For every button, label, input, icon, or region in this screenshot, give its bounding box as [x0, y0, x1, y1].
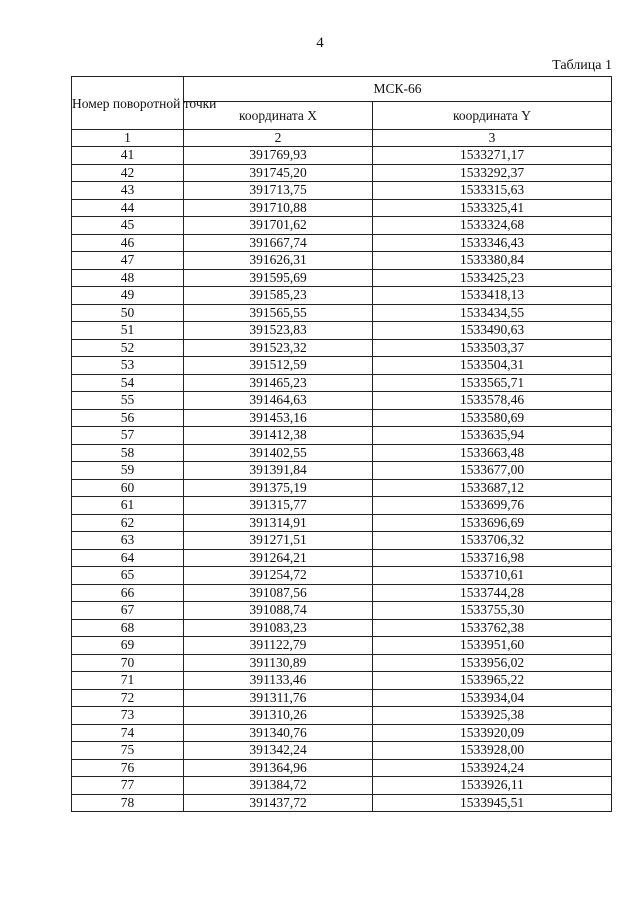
table-row — [72, 602, 612, 620]
table-row — [72, 777, 612, 795]
point-number-cell: 45 — [72, 217, 184, 235]
coord-x-cell: 391769,93 — [184, 147, 373, 165]
table-row — [72, 462, 612, 480]
table-row — [72, 427, 612, 445]
point-number-cell: 63 — [72, 532, 184, 550]
coord-y-cell: 1533755,30 — [373, 602, 612, 620]
coord-y-cell: 1533677,00 — [373, 462, 612, 480]
table-row — [72, 654, 612, 672]
point-number-cell: 41 — [72, 147, 184, 165]
coord-x-cell: 391626,31 — [184, 252, 373, 270]
coord-x-cell: 391254,72 — [184, 567, 373, 585]
coord-y-cell: 1533928,00 — [373, 742, 612, 760]
coord-x-cell: 391437,72 — [184, 794, 373, 812]
coord-y-header: координата Y — [373, 102, 612, 130]
coordinate-system-header: МСК-66 — [184, 77, 612, 102]
point-number-cell: 65 — [72, 567, 184, 585]
point-number-cell: 44 — [72, 199, 184, 217]
point-number-cell: 74 — [72, 724, 184, 742]
table-row — [72, 304, 612, 322]
coord-y-cell: 1533965,22 — [373, 672, 612, 690]
coord-x-cell: 391133,46 — [184, 672, 373, 690]
table-row — [72, 392, 612, 410]
table-row — [72, 409, 612, 427]
table-row — [72, 672, 612, 690]
point-number-cell: 62 — [72, 514, 184, 532]
coord-x-cell: 391453,16 — [184, 409, 373, 427]
table-row — [72, 199, 612, 217]
point-number-cell: 49 — [72, 287, 184, 305]
point-number-cell: 47 — [72, 252, 184, 270]
coord-y-cell: 1533578,46 — [373, 392, 612, 410]
table-row — [72, 374, 612, 392]
coord-y-cell: 1533924,24 — [373, 759, 612, 777]
point-number-cell: 51 — [72, 322, 184, 340]
coord-y-cell: 1533271,17 — [373, 147, 612, 165]
point-number-cell: 54 — [72, 374, 184, 392]
coord-y-cell: 1533696,69 — [373, 514, 612, 532]
table-body — [72, 147, 612, 812]
coord-y-cell: 1533706,32 — [373, 532, 612, 550]
point-number-cell: 60 — [72, 479, 184, 497]
point-number-cell: 76 — [72, 759, 184, 777]
column-number: 2 — [184, 130, 373, 147]
table-row — [72, 707, 612, 725]
point-number-cell: 42 — [72, 164, 184, 182]
point-number-cell: 78 — [72, 794, 184, 812]
coord-x-cell: 391667,74 — [184, 234, 373, 252]
column-numbers-row — [72, 130, 612, 147]
point-number-cell: 50 — [72, 304, 184, 322]
point-number-cell: 77 — [72, 777, 184, 795]
coord-x-cell: 391087,56 — [184, 584, 373, 602]
coord-y-cell: 1533945,51 — [373, 794, 612, 812]
point-number-cell: 56 — [72, 409, 184, 427]
point-number-cell: 68 — [72, 619, 184, 637]
table-row — [72, 724, 612, 742]
coord-y-cell: 1533635,94 — [373, 427, 612, 445]
table-row — [72, 234, 612, 252]
coord-y-cell: 1533716,98 — [373, 549, 612, 567]
coord-x-cell: 391342,24 — [184, 742, 373, 760]
point-number-cell: 73 — [72, 707, 184, 725]
table-row — [72, 269, 612, 287]
coord-y-cell: 1533956,02 — [373, 654, 612, 672]
coord-y-cell: 1533925,38 — [373, 707, 612, 725]
coord-x-cell: 391585,23 — [184, 287, 373, 305]
table-row — [72, 287, 612, 305]
coord-x-cell: 391412,38 — [184, 427, 373, 445]
table-row — [72, 252, 612, 270]
coord-x-cell: 391710,88 — [184, 199, 373, 217]
coord-y-cell: 1533418,13 — [373, 287, 612, 305]
coord-x-cell: 391523,83 — [184, 322, 373, 340]
table-row — [72, 182, 612, 200]
coord-y-cell: 1533325,41 — [373, 199, 612, 217]
coord-x-cell: 391310,26 — [184, 707, 373, 725]
point-number-cell: 66 — [72, 584, 184, 602]
point-number-cell: 67 — [72, 602, 184, 620]
point-number-cell: 58 — [72, 444, 184, 462]
table-row — [72, 444, 612, 462]
coord-x-cell: 391384,72 — [184, 777, 373, 795]
coord-y-cell: 1533380,84 — [373, 252, 612, 270]
table-header — [72, 77, 612, 147]
point-number-cell: 55 — [72, 392, 184, 410]
coord-x-cell: 391745,20 — [184, 164, 373, 182]
table-row — [72, 357, 612, 375]
coord-x-cell: 391402,55 — [184, 444, 373, 462]
coord-x-cell: 391701,62 — [184, 217, 373, 235]
table-row — [72, 759, 612, 777]
point-number-cell: 71 — [72, 672, 184, 690]
coord-x-cell: 391264,21 — [184, 549, 373, 567]
column-number: 1 — [72, 130, 184, 147]
table-row — [72, 567, 612, 585]
coord-y-cell: 1533687,12 — [373, 479, 612, 497]
point-number-header: Номер поворотной точки — [72, 77, 184, 130]
table-row — [72, 479, 612, 497]
coord-x-cell: 391391,84 — [184, 462, 373, 480]
coord-x-cell: 391375,19 — [184, 479, 373, 497]
coord-y-cell: 1533504,31 — [373, 357, 612, 375]
page-number: 4 — [316, 35, 324, 51]
coord-x-cell: 391122,79 — [184, 637, 373, 655]
coord-x-cell: 391271,51 — [184, 532, 373, 550]
coord-y-cell: 1533920,09 — [373, 724, 612, 742]
coord-x-cell: 391364,96 — [184, 759, 373, 777]
coord-y-cell: 1533744,28 — [373, 584, 612, 602]
coord-y-cell: 1533490,63 — [373, 322, 612, 340]
coord-x-cell: 391713,75 — [184, 182, 373, 200]
point-number-cell: 69 — [72, 637, 184, 655]
table-row — [72, 637, 612, 655]
coord-x-cell: 391088,74 — [184, 602, 373, 620]
table-row — [72, 584, 612, 602]
coord-y-cell: 1533434,55 — [373, 304, 612, 322]
coordinates-table — [71, 76, 612, 812]
table-row — [72, 532, 612, 550]
coord-y-cell: 1533926,11 — [373, 777, 612, 795]
coord-y-cell: 1533951,60 — [373, 637, 612, 655]
point-number-cell: 43 — [72, 182, 184, 200]
coord-y-cell: 1533710,61 — [373, 567, 612, 585]
coord-x-header: координата X — [184, 102, 373, 130]
table-row — [72, 549, 612, 567]
coord-y-cell: 1533663,48 — [373, 444, 612, 462]
table-row — [72, 514, 612, 532]
coord-y-cell: 1533503,37 — [373, 339, 612, 357]
table-row — [72, 497, 612, 515]
table-row — [72, 689, 612, 707]
table-row — [72, 147, 612, 165]
coord-y-cell: 1533762,38 — [373, 619, 612, 637]
coord-x-cell: 391465,23 — [184, 374, 373, 392]
coord-x-cell: 391311,76 — [184, 689, 373, 707]
point-number-cell: 75 — [72, 742, 184, 760]
coord-x-cell: 391512,59 — [184, 357, 373, 375]
point-number-cell: 61 — [72, 497, 184, 515]
coord-y-cell: 1533934,04 — [373, 689, 612, 707]
coord-x-cell: 391315,77 — [184, 497, 373, 515]
point-number-cell: 53 — [72, 357, 184, 375]
coord-y-cell: 1533324,68 — [373, 217, 612, 235]
point-number-cell: 72 — [72, 689, 184, 707]
coord-x-cell: 391314,91 — [184, 514, 373, 532]
point-number-cell: 52 — [72, 339, 184, 357]
column-number: 3 — [373, 130, 612, 147]
coord-x-cell: 391083,23 — [184, 619, 373, 637]
table-row — [72, 322, 612, 340]
coord-y-cell: 1533699,76 — [373, 497, 612, 515]
coord-x-cell: 391565,55 — [184, 304, 373, 322]
point-number-cell: 46 — [72, 234, 184, 252]
coord-y-cell: 1533565,71 — [373, 374, 612, 392]
coord-x-cell: 391130,89 — [184, 654, 373, 672]
coord-y-cell: 1533315,63 — [373, 182, 612, 200]
table-row — [72, 217, 612, 235]
point-number-cell: 48 — [72, 269, 184, 287]
table-row — [72, 794, 612, 812]
point-number-cell: 70 — [72, 654, 184, 672]
table-row — [72, 164, 612, 182]
coord-y-cell: 1533425,23 — [373, 269, 612, 287]
coord-x-cell: 391523,32 — [184, 339, 373, 357]
coord-x-cell: 391340,76 — [184, 724, 373, 742]
table-row — [72, 619, 612, 637]
table-row — [72, 742, 612, 760]
point-number-cell: 64 — [72, 549, 184, 567]
point-number-cell: 59 — [72, 462, 184, 480]
coord-y-cell: 1533292,37 — [373, 164, 612, 182]
coord-y-cell: 1533580,69 — [373, 409, 612, 427]
coord-y-cell: 1533346,43 — [373, 234, 612, 252]
point-number-cell: 57 — [72, 427, 184, 445]
table-caption: Таблица 1 — [552, 58, 612, 73]
table-row — [72, 339, 612, 357]
coord-x-cell: 391595,69 — [184, 269, 373, 287]
coord-x-cell: 391464,63 — [184, 392, 373, 410]
